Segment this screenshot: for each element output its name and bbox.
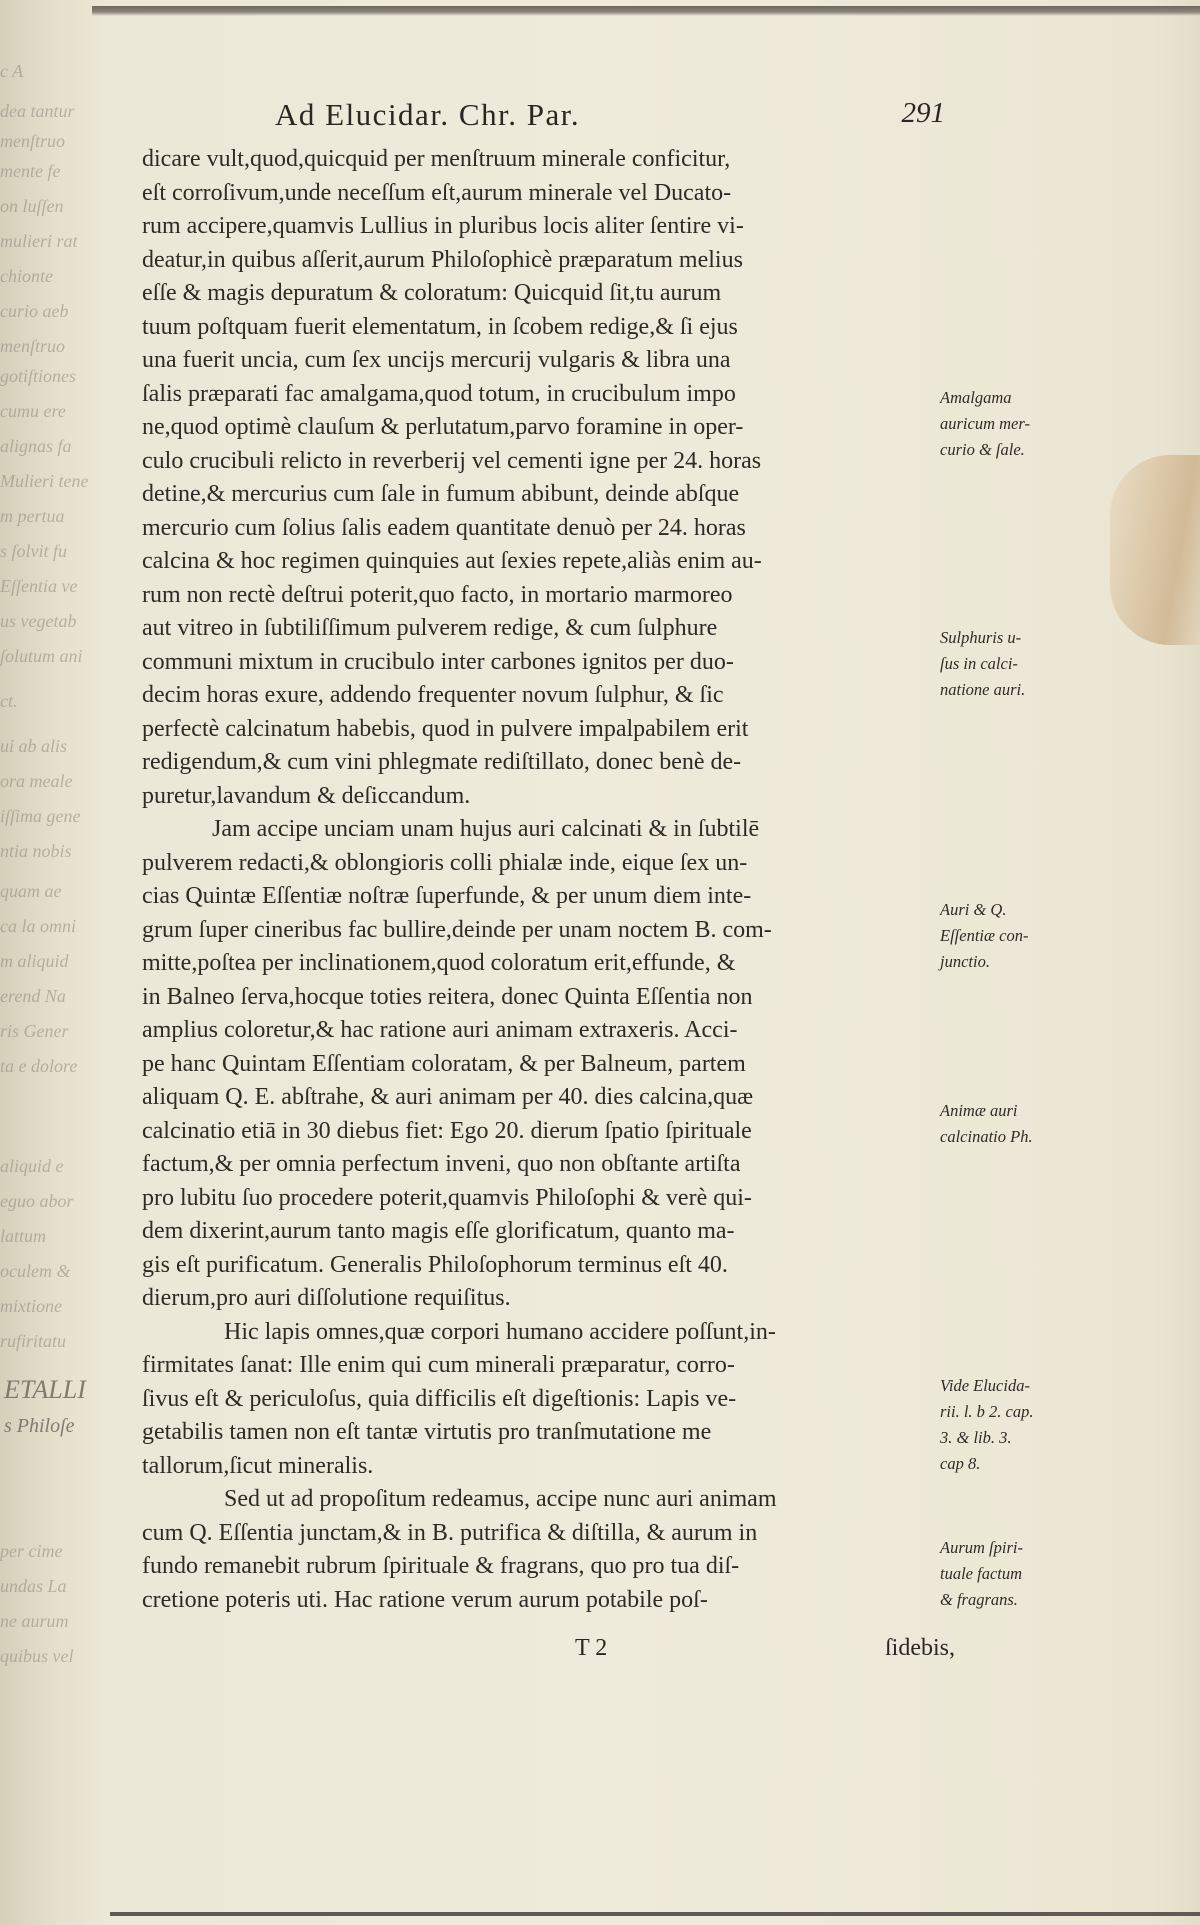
- text-line: communi mixtum in crucibulo inter carbones ignitos per duo-: [142, 648, 734, 675]
- top-page-edge: [92, 6, 1200, 16]
- marginal-note-anima-auri: [940, 1098, 1100, 1150]
- text-line: aliquam Q. E. abſtrahe, & auri animam per 40. dies calcina,quæ: [142, 1084, 754, 1110]
- marginal-note-line: Sulphuris u-: [940, 628, 1022, 647]
- text-line: grum ſuper cineribus fac bullire,deinde per unam noctem B. com-: [142, 916, 772, 943]
- paper-stain: [1110, 455, 1200, 645]
- text-line: pro lubitu ſuo procedere poterit,quamvis Philoſophi & verè qui-: [142, 1184, 752, 1211]
- marginal-note-line: Animæ auri: [940, 1101, 1018, 1120]
- marginal-note-line: ſus in calci-: [940, 654, 1018, 673]
- marginal-note-line: Eſſentiæ con-: [940, 926, 1029, 945]
- marginal-note-line: calcinatio Ph.: [940, 1127, 1033, 1146]
- marginal-note-line: 3. & lib. 3.: [940, 1428, 1012, 1447]
- marginal-note-line: Vide Elucida-: [940, 1376, 1030, 1395]
- text-line: perfectè calcinatum habebis, quod in pulvere impalpabilem erit: [142, 715, 749, 742]
- text-line: ne,quod optimè clauſum & perlutatum,parvo foramine in oper-: [142, 414, 744, 440]
- text-line: detine,& mercurius cum ſale in fumum abibunt, deinde abſque: [142, 481, 740, 507]
- marginal-note-line: natione auri.: [940, 680, 1026, 699]
- text-line: calcinatio etiā in 30 diebus fiet: Ego 20. dierum ſpatio ſpirituale: [142, 1117, 752, 1144]
- signature-mark: T 2: [575, 1635, 608, 1661]
- text-line: factum,& per omnia perfectum inveni, quo non obſtante artiſta: [142, 1151, 741, 1177]
- text-line: decim horas exure, addendo frequenter novum ſulphur, & ſic: [142, 682, 724, 708]
- marginal-note-line: junctio.: [940, 952, 990, 971]
- paragraph-first-line: Sed ut ad propoſitum redeamus, accipe nunc auri animam: [224, 1486, 777, 1512]
- marginal-note-line: Amalgama: [940, 388, 1012, 407]
- text-line: redigendum,& cum vini phlegmate rediſtillato, donec benè de-: [142, 749, 742, 775]
- catchword: ſidebis,: [885, 1635, 955, 1661]
- text-line: cum Q. Eſſentia junctam,& in B. putrifica & diſtilla, & aurum in: [142, 1519, 758, 1546]
- text-line: rum non rectè deſtrui poterit,quo facto, in mortario marmoreo: [142, 581, 733, 608]
- text-line: fundo remanebit rubrum ſpirituale & fragrans, quo pro tua diſ-: [142, 1553, 740, 1579]
- running-title: Ad Elucidar. Chr. Par.: [275, 97, 581, 132]
- text-line: ſivus eſt & periculoſus, quia difficilis eſt digeſtionis: Lapis ve-: [142, 1385, 737, 1412]
- paragraph-first-line: Jam accipe unciam unam hujus auri calcinati & in ſubtilē: [212, 816, 760, 842]
- page-footer: [575, 1635, 955, 1669]
- marginal-note-line: cap 8.: [940, 1454, 981, 1473]
- page-header: [275, 97, 945, 141]
- text-line: cias Quintæ Eſſentiæ noſtræ ſuperfunde, & per unum diem inte-: [142, 883, 752, 909]
- text-line: pulverem redacti,& oblongioris colli phialæ inde, eique ſex un-: [142, 849, 748, 876]
- marginal-note-line: Aurum ſpiri-: [940, 1538, 1023, 1557]
- marginal-note-aurum-spirituale: [940, 1535, 1100, 1613]
- text-line: calcina & hoc regimen quinquies aut ſexies repete,aliàs enim au-: [142, 548, 762, 574]
- marginal-note-sulphur: [940, 625, 1100, 703]
- text-line: rum accipere,quamvis Lullius in pluribus locis aliter ſentire vi-: [142, 213, 744, 239]
- text-line: dem dixerint,aurum tanto magis eſſe glorificatum, quanto ma-: [142, 1218, 735, 1244]
- text-line: puretur,lavandum & deſiccandum.: [142, 782, 471, 809]
- main-text-block: [142, 143, 937, 1617]
- text-line: ſalis præparati fac amalgama,quod totum, in crucibulum impo: [142, 380, 736, 407]
- text-line: aut vitreo in ſubtiliſſimum pulverem redige, & cum ſulphure: [142, 615, 718, 641]
- marginal-note-conjunctio: [940, 897, 1100, 975]
- marginal-note-amalgama: [940, 385, 1100, 463]
- marginal-note-line: tuale factum: [940, 1564, 1023, 1583]
- text-line: cretione poteris uti. Hac ratione verum aurum potabile poſ-: [142, 1586, 708, 1613]
- marginal-note-line: Auri & Q.: [940, 900, 1007, 919]
- text-line: deatur,in quibus aſſerit,aurum Philoſophicè præparatum melius: [142, 246, 743, 273]
- text-line: una fuerit uncia, cum ſex uncijs mercurij vulgaris & libra una: [142, 347, 731, 373]
- text-line: culo crucibuli relicto in reverberij vel cementi igne per 24. horas: [142, 447, 762, 474]
- facing-page-bleed-through: c A dea tantur menſtruo mente fe on luſſen mulieri rat chionte curio aeb menſtruo gotiſtiones cumu ere alignas fa Mulieri tene m pertua s ſolvit fu Eſſentia ve us vegetab ſolutum ani ct. ui ab alis ora meale iſſima gene ntia nobis quam ae ca la omni m aliquid erend Na ris Gener ta e dolore aliquid e eguo abor lattum oculem & mixtione rufiritatu ETALLI s Philoſe per cime undas La ne aurum quibus vel: [0, 61, 89, 1666]
- text-line: pe hanc Quintam Eſſentiam coloratam, & per Balneum, partem: [142, 1050, 746, 1077]
- text-line: getabilis tamen non eſt tantæ virtutis pro tranſmutatione me: [142, 1419, 712, 1445]
- text-line: in Balneo ſerva,hocque toties reitera, donec Quinta Eſſentia non: [142, 983, 753, 1010]
- marginal-note-line: curio & ſale.: [940, 440, 1025, 459]
- text-line: eſt corroſivum,unde neceſſum eſt,aurum minerale vel Ducato-: [142, 179, 732, 206]
- text-line: eſſe & magis depuratum & coloratum: Quicquid ſit,tu aurum: [142, 280, 722, 306]
- marginal-note-line: auricum mer-: [940, 414, 1030, 433]
- text-line: tuum poſtquam fuerit elementatum, in ſcobem redige,& ſi ejus: [142, 313, 738, 340]
- text-line: gis eſt purificatum. Generalis Philoſophorum terminus eſt 40.: [142, 1251, 728, 1278]
- marginal-note-line: rii. l. b 2. cap.: [940, 1402, 1034, 1421]
- text-line: tallorum,ſicut mineralis.: [142, 1452, 374, 1479]
- marginal-note-line: & fragrans.: [940, 1590, 1018, 1609]
- paragraph-first-line: Hic lapis omnes,quæ corpori humano accidere poſſunt,in-: [224, 1318, 776, 1345]
- text-line: amplius coloretur,& hac ratione auri animam extraxeris. Acci-: [142, 1017, 738, 1043]
- text-line: firmitates ſanat: Ille enim qui cum minerali præparatur, corro-: [142, 1352, 735, 1378]
- text-line: mercurio cum ſolius ſalis eadem quantitate denuò per 24. horas: [142, 514, 746, 541]
- text-line: dicare vult,quod,quicquid per menſtruum minerale conficitur,: [142, 146, 731, 172]
- text-line: dierum,pro auri diſſolutione requiſitus.: [142, 1285, 511, 1311]
- page-number: 291: [901, 97, 945, 129]
- marginal-note-cross-reference: [940, 1373, 1100, 1477]
- text-line: mitte,poſtea per inclinationem,quod coloratum erit,effunde, &: [142, 950, 736, 976]
- bottom-page-edge: [110, 1912, 1200, 1916]
